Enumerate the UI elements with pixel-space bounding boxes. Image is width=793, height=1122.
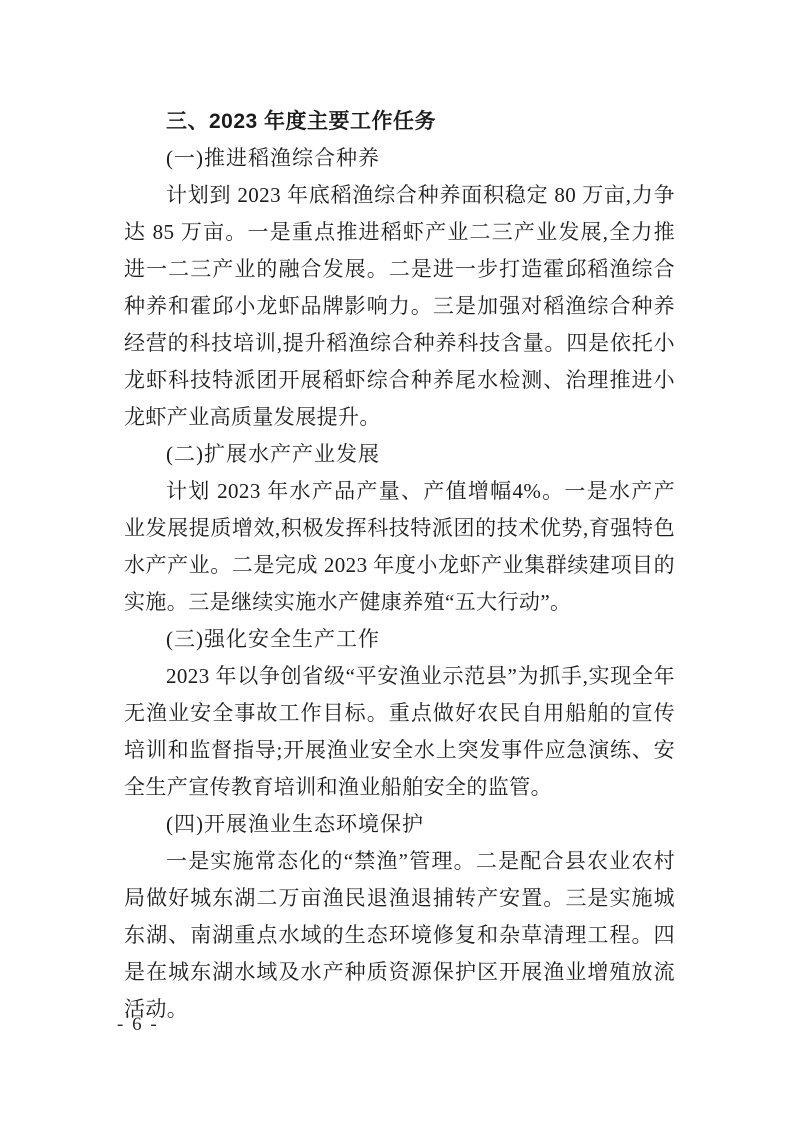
main-heading: 三、2023 年度主要工作任务: [166, 110, 437, 133]
paragraph-section-1: 计划到 2023 年底稻渔综合种养面积稳定 80 万亩,力争达 85 万亩。一是重点推进稻虾产业二三产业发展,全力推进一二三产业的融合发展。二是进一步打造霍邱稻渔综合种养和霍邱小龙虾品牌影响力。三是加强对稻渔综合种养经营的科技培训,提升稻渔综合种养科技含量。四是依托小龙虾科技特派团开展稻虾综合种养尾水检测、治理推进小龙虾产业高质量发展提升。: [124, 183, 675, 429]
paragraph-section-4: 一是实施常态化的“禁渔”管理。二是配合县农业农村局做好城东湖二万亩渔民退渔退捕转产安置。三是实施城东湖、南湖重点水域的生态环境修复和杂草清理工程。四是在城东湖水域及水产种质资源保护区开展渔业增殖放流活动。: [124, 849, 675, 1021]
subsection-title-4: (四)开展渔业生态环境保护: [166, 812, 424, 836]
subsection-title-3: (三)强化安全生产工作: [166, 627, 380, 651]
page-number: - 6 -: [117, 1014, 159, 1035]
subsection-title-1: (一)推进稻渔综合种养: [166, 146, 380, 170]
document-body: [124, 103, 675, 1028]
paragraph-section-2: 计划 2023 年水产品产量、产值增幅4%。一是水产产业发展提质增效,积极发挥科技特派团的技术优势,育强特色水产产业。二是完成 2023 年度小龙虾产业集群续建项目的实施。三是继续实施水产健康养殖“五大行动”。: [124, 479, 675, 614]
paragraph-section-3: 2023 年以争创省级“平安渔业示范县”为抓手,实现全年无渔业安全事故工作目标。重点做好农民自用船舶的宣传培训和监督指导;开展渔业安全水上突发事件应急演练、安全生产宣传教育培训和渔业船舶安全的监管。: [124, 664, 675, 799]
subsection-title-2: (二)扩展水产产业发展: [166, 442, 380, 466]
